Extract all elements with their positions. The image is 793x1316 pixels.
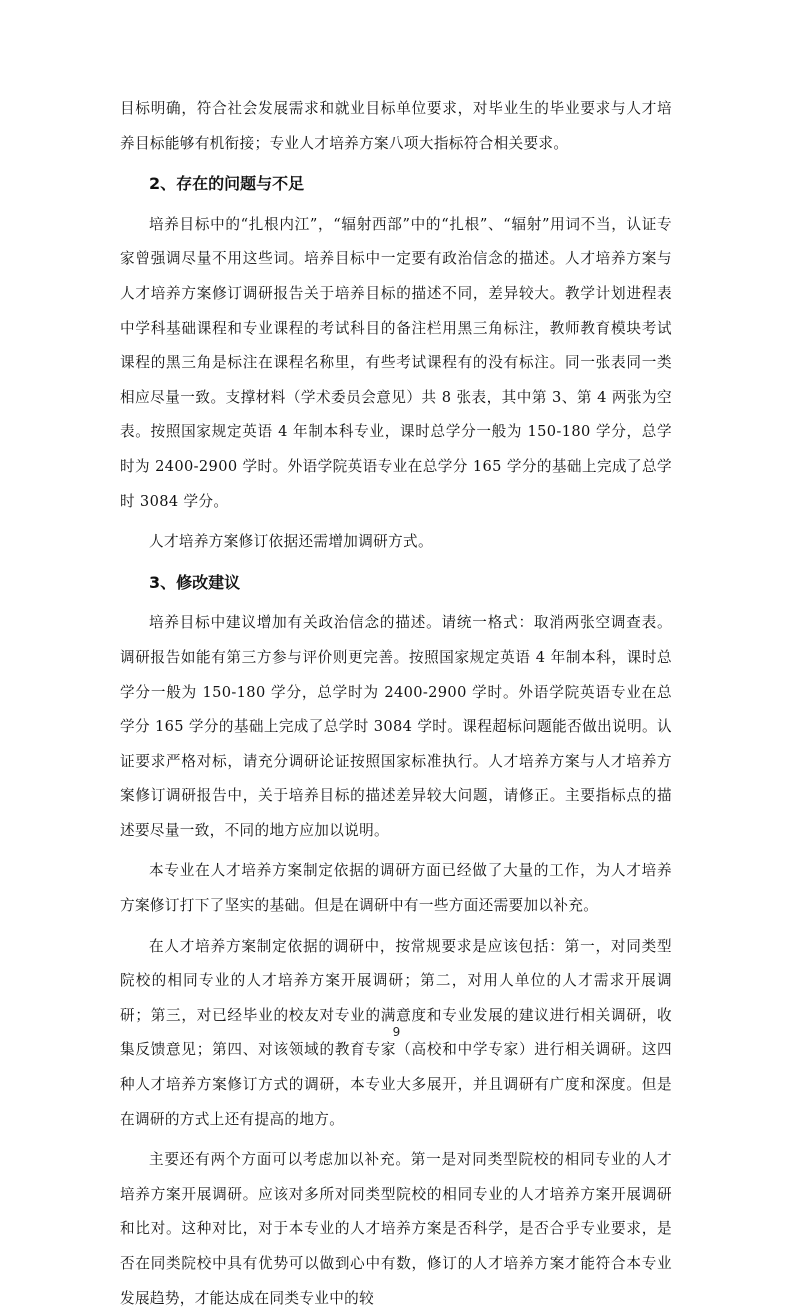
document-body [120,92,672,1316]
paragraph-problems: 培养目标中的“扎根内江”，“辐射西部”中的“扎根”、“辐射”用词不当，认证专家曾强调尽量不用这些词。培养目标中一定要有政治信念的描述。人才培养方案与人才培养方案修订调研报告关于培养目标的描述不同，差异较大。教学计划进程表中学科基础课程和专业课程的考试科目的备注栏用黑三角标注，教师教育模块考试课程的黑三角是标注在课程名称里，有些考试课程有的没有标注。同一张表同一类相应尽量一致。支撑材料（学术委员会意见）共 8 张表，其中第 3、第 4 两张为空表。按照国家规定英语 4 年制本科专业，课时总学分一般为 150-180 学分，总学时为 2400-2900 学时。外语学院英语专业在总学分 165 学分的基础上完成了总学时 3084 学分。 [120,215,672,510]
paragraph-survey-foundation: 本专业在人才培养方案制定依据的调研方面已经做了大量的工作，为人才培养方案修订打下了坚实的基础。但是在调研中有一些方面还需要加以补充。 [120,862,672,915]
page-number: 9 [392,1025,401,1039]
paragraph-supplement: 主要还有两个方面可以考虑加以补充。第一是对同类型院校的相同专业的人才培养方案开展调研。应该对多所对同类型院校的相同专业的人才培养方案开展调研和比对。这种对比，对于本专业的人才培养方案是否科学，是否合乎专业要求，是否在同类院校中具有优势可以做到心中有数，修订的人才培养方案才能符合本专业发展趋势，才能达成在同类专业中的较 [120,1151,672,1307]
section-heading-problems: 2、存在的问题与不足 [149,174,305,194]
paragraph-survey-method: 人才培养方案修订依据还需增加调研方式。 [149,533,433,551]
paragraph-continuation: 目标明确，符合社会发展需求和就业目标单位要求，对毕业生的毕业要求与人才培养目标能够有机衔接；专业人才培养方案八项大指标符合相关要求。 [120,100,672,152]
paragraph-survey-requirements: 在人才培养方案制定依据的调研中，按常规要求是应该包括：第一，对同类型院校的相同专业的人才培养方案开展调研；第二，对用人单位的人才需求开展调研；第三，对已经毕业的校友对专业的满意度和专业发展的建议进行相关调研，收集反馈意见；第四、对该领域的教育专家（高校和中学专家）进行相关调研。这四种人才培养方案修订方式的调研，本专业大多展开，并且调研有广度和深度。但是在调研的方式上还有提高的地方。 [120,937,672,1128]
section-heading-suggestions: 3、修改建议 [149,572,241,592]
paragraph-suggestions: 培养目标中建议增加有关政治信念的描述。请统一格式：取消两张空调查表。调研报告如能有第三方参与评价则更完善。按照国家规定英语 4 年制本科，课时总学分一般为 150-180 学分，总学时为 2400-2900 学时。外语学院英语专业在总学分 165 学分的基础上完成了总学时 3084 学时。课程超标问题能否做出说明。认证要求严格对标，请充分调研论证按照国家标准执行。人才培养方案与人才培养方案修订调研报告中，关于培养目标的描述差异较大问题，请修正。主要指标点的描述要尽量一致，不同的地方应加以说明。 [120,614,672,839]
